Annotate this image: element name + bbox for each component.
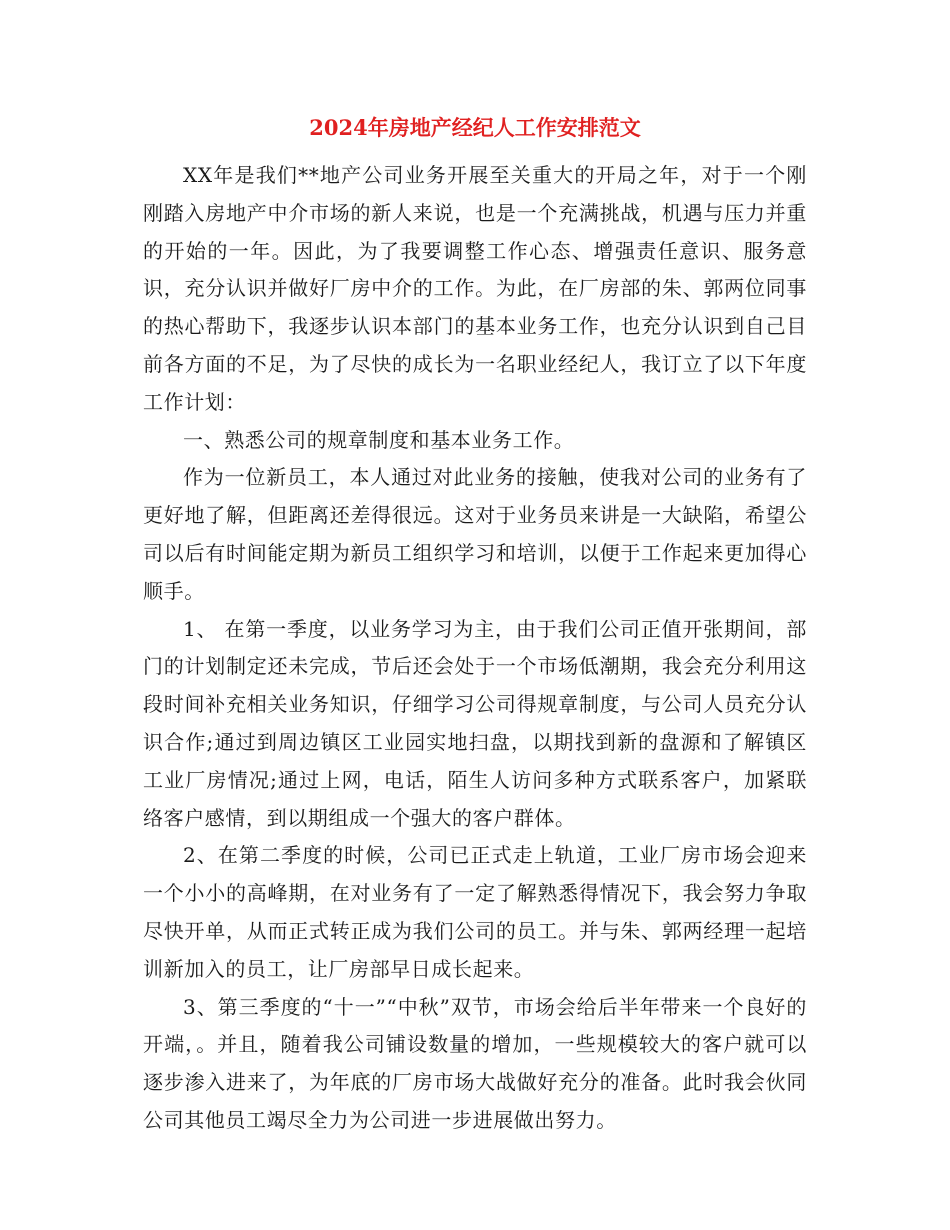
paragraph-section-heading: 一、熟悉公司的规章制度和基本业务工作。 — [183, 427, 575, 452]
paragraph-quarter-3: 3、第三季度的“十一”“中秋”双节，市场会给后半年带来一个良好的开端，。并且，随着我公司铺设数量的增加，一些规模较大的客户就可以逐步渗入进来了，为年底的厂房市场大战做好充分的准备。此时我会伙同公司其他员工竭尽全力为公司进一步进展做出努力。 — [143, 994, 807, 1132]
paragraph-new-employee: 作为一位新员工，本人通过对此业务的接触，使我对公司的业务有了更好地了解，但距离还差得很远。这对于业务员来讲是一大缺陷，希望公司以后有时间能定期为新员工组织学习和培训，以便于工作起来更加得心顺手。 — [143, 465, 807, 603]
paragraph-quarter-1: 1、 在第一季度，以业务学习为主，由于我们公司正值开张期间，部门的计划制定还未完成，节后还会处于一个市场低潮期，我会充分利用这段时间补充相关业务知识，仔细学习公司得规章制度，与公司人员充分认识合作;通过到周边镇区工业园实地扫盘，以期找到新的盘源和了解镇区工业厂房情况;通过上网，电话，陌生人访问多种方式联系客户，加紧联络客户感情，到以期组成一个强大的客户群体。 — [143, 616, 807, 830]
paragraph-intro: XX年是我们**地产公司业务开展至关重大的开局之年，对于一个刚刚踏入房地产中介市场的新人来说，也是一个充满挑战，机遇与压力并重的开始的一年。因此，为了我要调整工作心态、增强责任意识、服务意识，充分认识并做好厂房中介的工作。为此，在厂房部的朱、郭两位同事的热心帮助下，我逐步认识本部门的基本业务工作，也充分认识到自己目前各方面的不足，为了尽快的成长为一名职业经纪人，我订立了以下年度工作计划： — [143, 163, 807, 414]
paragraph-quarter-2: 2、在第二季度的时候，公司已正式走上轨道，工业厂房市场会迎来一个小小的高峰期，在对业务有了一定了解熟悉得情况下，我会努力争取尽快开单，从而正式转正成为我们公司的员工。并与朱、郭两经理一起培训新加入的员工，让厂房部早日成长起来。 — [143, 843, 807, 981]
document-body — [143, 157, 807, 1140]
document-title: 2024年房地产经纪人工作安排范文 — [309, 115, 641, 140]
